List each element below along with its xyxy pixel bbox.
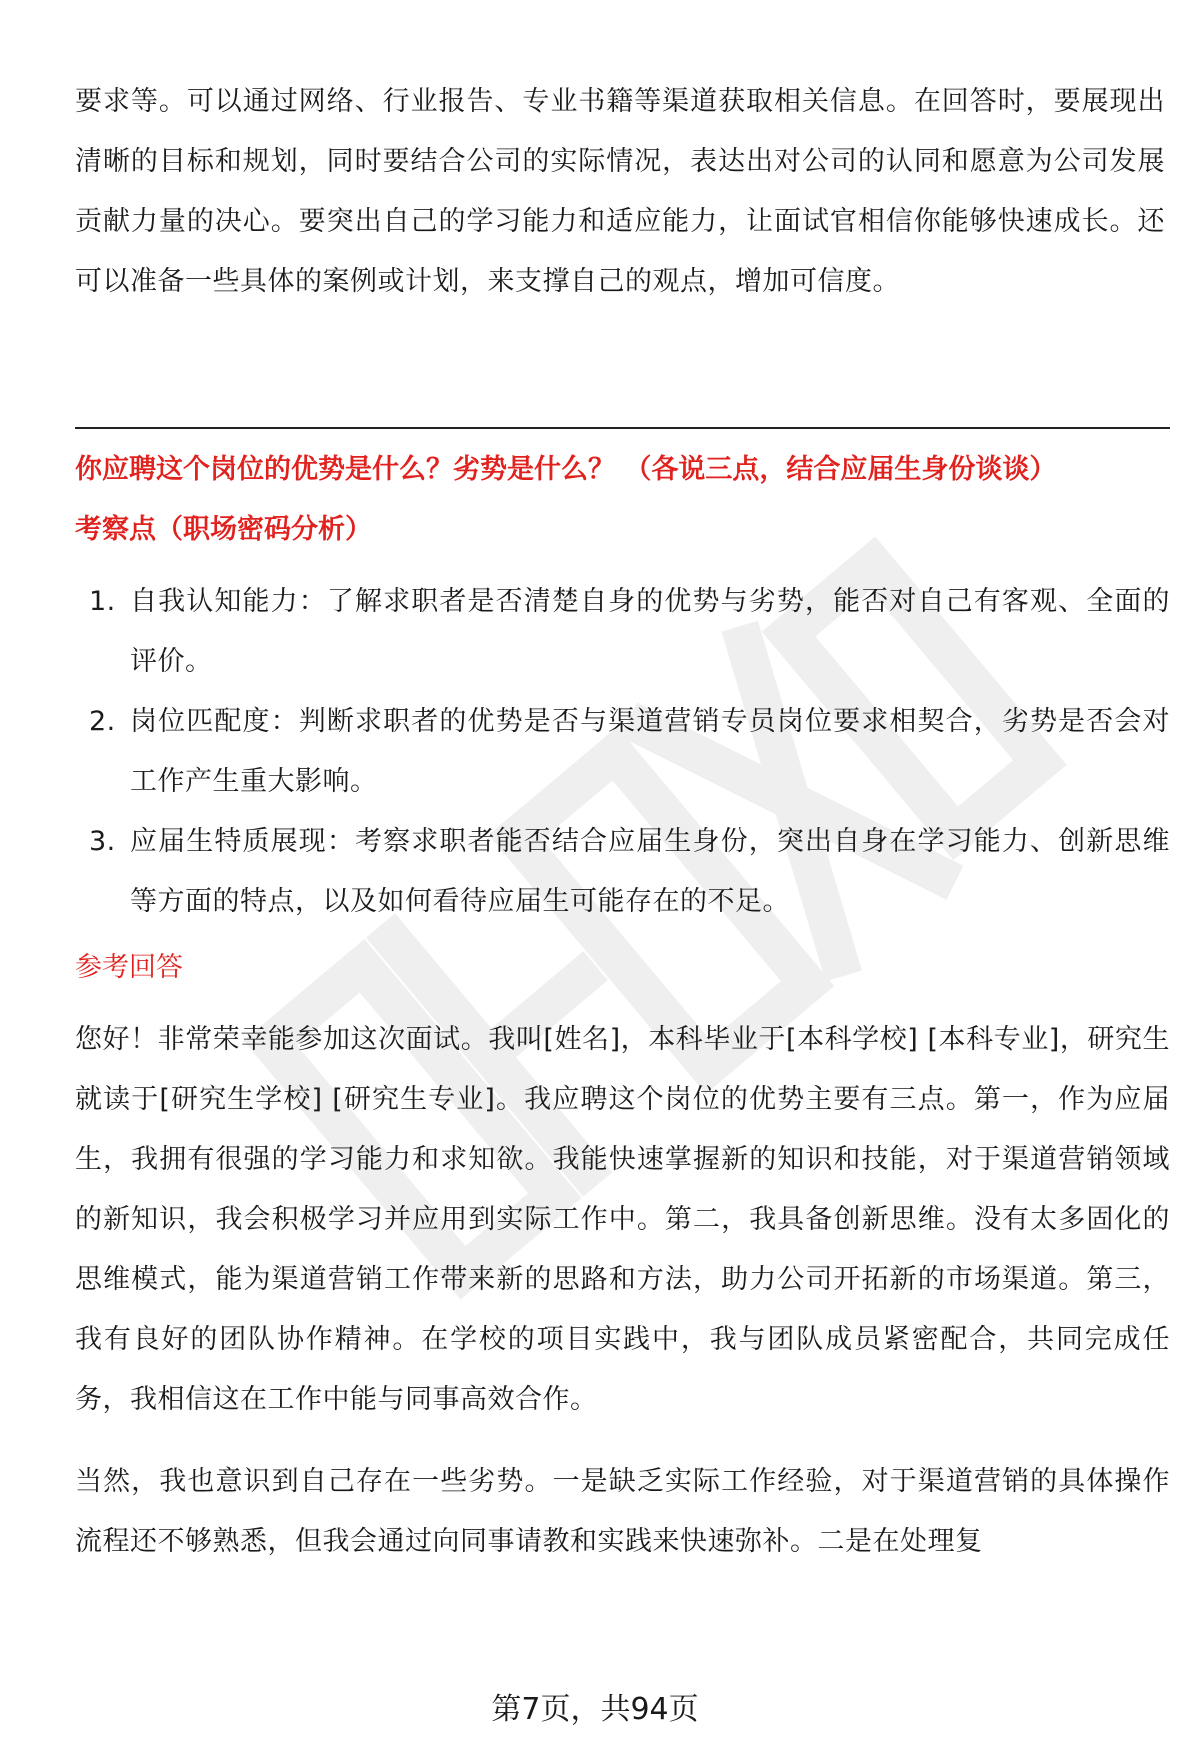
page-content (75, 72, 1165, 312)
list-number: 3. (89, 826, 116, 857)
list-item-text: 岗位匹配度：判断求职者的优势是否与渠道营销专员岗位要求相契合，劣势是否会对工作产生重大影响。 (130, 706, 1170, 797)
exam-points-list (75, 572, 1170, 932)
list-item (75, 812, 1170, 932)
answer-heading: 参考回答 (75, 952, 183, 983)
section-divider (75, 427, 1170, 429)
answer-paragraph: 当然，我也意识到自己存在一些劣势。一是缺乏实际工作经验，对于渠道营销的具体操作流程还不够熟悉，但我会通过向同事请教和实践来快速弥补。二是在处理复 (75, 1466, 1170, 1557)
list-item (75, 692, 1170, 812)
list-item (75, 572, 1170, 692)
intro-paragraph: 要求等。可以通过网络、行业报告、专业书籍等渠道获取相关信息。在回答时，要展现出清晰的目标和规划，同时要结合公司的实际情况，表达出对公司的认同和愿意为公司发展贡献力量的决心。要突出自己的学习能力和适应能力，让面试官相信你能够快速成长。还可以准备一些具体的案例或计划，来支撑自己的观点，增加可信度。 (75, 86, 1165, 297)
list-number: 2. (89, 706, 116, 737)
answer-paragraph: 您好！非常荣幸能参加这次面试。我叫[姓名]，本科毕业于[本科学校] [本科专业]，研究生就读于[研究生学校] [研究生专业]。我应聘这个岗位的优势主要有三点。第一，作为应届生，我拥有很强的学习能力和求知欲。我能快速掌握新的知识和技能，对于渠道营销领域的新知识，我会积极学习并应用到实际工作中。第二，我具备创新思维。没有太多固化的思维模式，能为渠道营销工作带来新的思路和方法，助力公司开拓新的市场渠道。第三，我有良好的团队协作精神。在学校的项目实践中，我与团队成员紧密配合，共同完成任务，我相信这在工作中能与同事高效合作。 (75, 1024, 1170, 1415)
list-item-text: 自我认知能力：了解求职者是否清楚自身的优势与劣势，能否对自己有客观、全面的评价。 (130, 586, 1170, 677)
question-title: 你应聘这个岗位的优势是什么？劣势是什么？ （各说三点，结合应届生身份谈谈） (75, 454, 1057, 485)
exam-points-heading: 考察点（职场密码分析） (75, 514, 372, 545)
list-number: 1. (89, 586, 116, 617)
list-item-text: 应届生特质展现：考察求职者能否结合应届生身份，突出自身在学习能力、创新思维等方面的特点，以及如何看待应届生可能存在的不足。 (130, 826, 1170, 917)
page-number: 第7页，共94页 (491, 1692, 699, 1727)
question-section (75, 440, 1170, 1594)
